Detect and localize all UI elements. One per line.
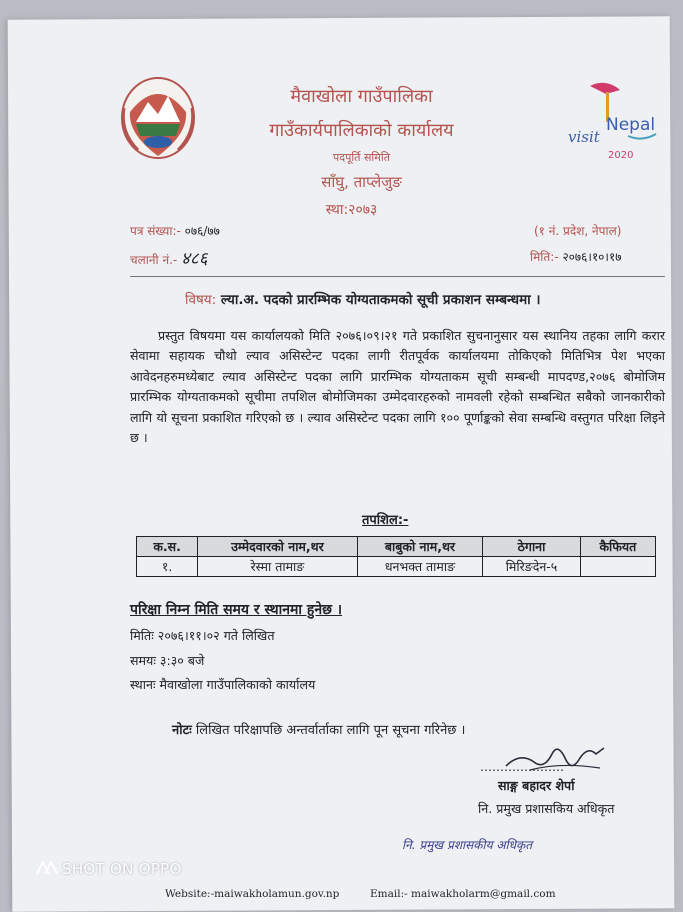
watermark-text: SHOT ON OPPO <box>62 860 182 878</box>
cell-serial: १. <box>137 557 198 577</box>
established-year: स्था:२०७३ <box>325 202 378 218</box>
dispatch-number <box>130 246 208 269</box>
letter-number <box>130 222 220 239</box>
letter-number-label: पत्र संख्या:- <box>130 224 181 238</box>
camera-watermark <box>36 860 182 878</box>
note-text: लिखित परिक्षापछि अन्तर्वार्ताका लागि पून सूचना गरिनेछ । <box>195 723 466 738</box>
office-address: साँघु, ताप्लेजुङ <box>321 173 402 191</box>
table-title: तपशिल:- <box>362 513 409 528</box>
exam-date: मितिः २०७६।११।०२ गते लिखित <box>130 628 275 643</box>
exam-time: समयः ३:३० बजे <box>130 653 205 668</box>
dispatch-number-value: ४८६ <box>181 249 208 269</box>
office-name: मैवाखोला गाउँपालिका <box>290 86 433 107</box>
official-stamp: नि. प्रमुख प्रशासकीय अधिकृत <box>402 838 533 852</box>
body-text <box>130 326 665 448</box>
col-father-name: बाबुको नाम,थर <box>357 537 483 557</box>
candidate-table <box>136 536 656 577</box>
col-candidate-name: उम्मेदवारको नाम,थर <box>198 537 357 557</box>
note <box>172 720 465 738</box>
footer-website: Website:-maiwakholamun.gov.np <box>165 888 340 900</box>
signer-name: साङ्ग बहादर शेर्पा <box>498 778 575 793</box>
province-label: (१ नं. प्रदेश, नेपाल) <box>534 224 622 238</box>
exam-title: परिक्षा निम्न मिति समय र स्थानमा हुनेछ । <box>130 602 343 618</box>
subject-line <box>185 290 540 308</box>
letter-date <box>530 248 621 265</box>
cell-address: मिरिङदेन-५ <box>483 557 581 577</box>
committee-name: पदपूर्ति समिति <box>333 151 390 164</box>
office-subtitle: गाउँकार्यपालिकाको कार्यालय <box>269 120 454 141</box>
date-label: मिति:- <box>530 250 559 264</box>
exam-place: स्थानः मैवाखोला गाउँपालिकाको कार्यालय <box>130 677 316 692</box>
svg-text:visit: visit <box>568 128 600 146</box>
col-remarks: कैफियत <box>580 537 655 557</box>
cell-remarks <box>580 557 655 577</box>
note-label: नोटः <box>172 723 192 738</box>
letter-number-value: ०७६/७७ <box>184 224 220 238</box>
table-row <box>137 557 656 577</box>
cell-father-name: धनभक्त तामाङ <box>357 557 483 577</box>
ai-triangle-icon <box>36 861 58 875</box>
col-address: ठेगाना <box>483 537 581 557</box>
header-divider <box>130 276 665 277</box>
dispatch-number-label: चलानी नं.- <box>130 253 178 267</box>
subject-label: विषय: <box>185 292 217 308</box>
signature-dots: ………………… <box>480 760 564 774</box>
date-value: २०७६।१०।१७ <box>562 250 622 264</box>
cell-candidate-name: रेस्मा तामाङ <box>198 557 357 577</box>
footer-email: Email:- maiwakholarm@gmail.com <box>370 888 556 900</box>
svg-text:2020: 2020 <box>608 150 634 161</box>
signer-title: नि. प्रमुख प्रशासकिय अधिकृत <box>478 801 615 816</box>
body-paragraph: प्रस्तुत विषयमा यस कार्यालयको मिति २०७६।०९।२१ गते प्रकाशित सुचनानुसार यस स्थानिय तहका लागि करार सेवामा सहायक चौथो ल्याव असिस्टेन्ट पदका लागी रीतपूर्वक कार्यालयमा तोकिएको मितिभित्र पेश भएका आवेदनहरुमध्येबाट ल्याव असिस्टेन्ट पदका लागि प्रारम्भिक योग्यताकम सूची सम्बन्धी मापदण्ड,२०७६ बोमोजिम प्रारम्भिक योग्यताकमको सूचीमा तपशिल बोमोजिमका उम्मेदवारहरुको नामवली रहेको सम्बन्धित सबैको जानकारीको लागि यो सूचना प्रकाशित गरिएको छ । ल्याव असिस्टेन्ट पदका लागि १०० पूर्णाङ्कको सेवा सम्बन्धि वस्तुगत परिक्षा लिइने छ । <box>130 328 665 446</box>
col-serial: क.स. <box>137 537 198 557</box>
subject-text: ल्या.अ. पदको प्रारम्भिक योग्यताकमको सूची प्रकाशन सम्बन्धमा । <box>220 292 541 308</box>
svg-text:Nepal: Nepal <box>606 115 656 135</box>
table-header-row <box>137 537 656 557</box>
